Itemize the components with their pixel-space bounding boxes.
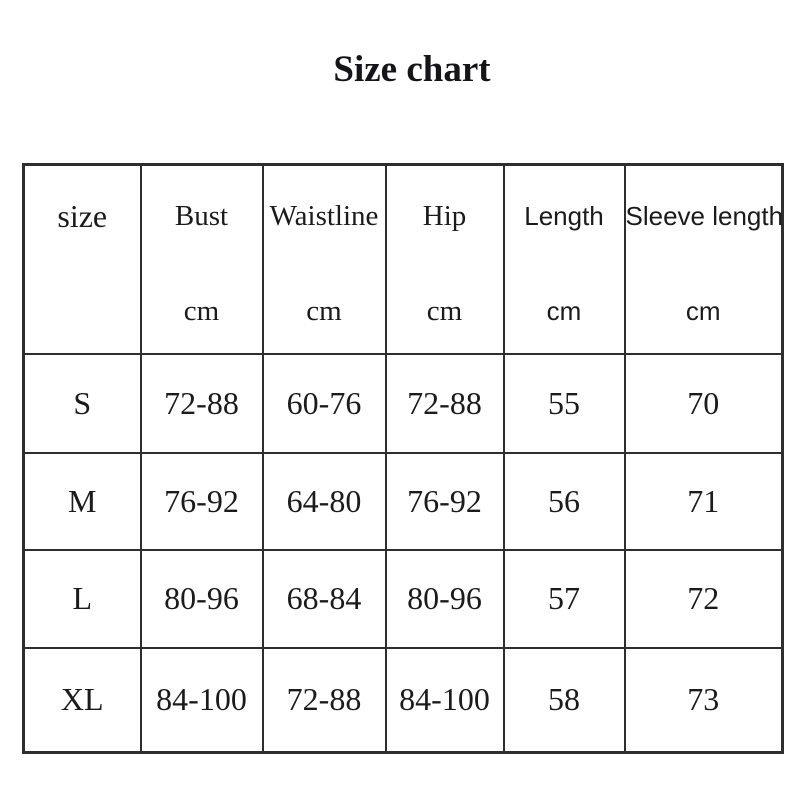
cell-size-xl: XL [24, 648, 141, 753]
cell-hip-m: 76-92 [386, 453, 504, 550]
cell-length-m: 56 [504, 453, 625, 550]
table-row-xl [24, 648, 783, 753]
cell-bust-m: 76-92 [141, 453, 263, 550]
column-header-length [504, 165, 625, 354]
table-row-l [24, 550, 783, 648]
cell-bust-l: 80-96 [141, 550, 263, 648]
cell-length-xl: 58 [504, 648, 625, 753]
column-header-bust [141, 165, 263, 354]
column-header-hip-label: Hip [422, 200, 467, 232]
cell-hip-xl: 84-100 [386, 648, 504, 753]
column-header-waistline-label: Waistline [269, 200, 379, 232]
column-header-sleeve-length-label: Sleeve length [625, 201, 784, 231]
cell-length-l: 57 [504, 550, 625, 648]
cell-waistline-s: 60-76 [263, 354, 386, 453]
cell-sleeve-length-xl: 73 [625, 648, 783, 753]
cell-length-s: 55 [504, 354, 625, 453]
column-header-waistline [263, 165, 386, 354]
cell-waistline-m: 64-80 [263, 453, 386, 550]
cell-hip-l: 80-96 [386, 550, 504, 648]
cell-waistline-l: 68-84 [263, 550, 386, 648]
page-title: Size chart [333, 49, 491, 90]
table-header-row [24, 165, 783, 354]
cell-size-s: S [24, 354, 141, 453]
cell-hip-s: 72-88 [386, 354, 504, 453]
cell-sleeve-length-s: 70 [625, 354, 783, 453]
column-header-bust-unit: cm [183, 295, 220, 327]
cell-sleeve-length-l: 72 [625, 550, 783, 648]
column-header-length-unit: cm [546, 296, 582, 326]
column-header-hip-unit: cm [426, 295, 463, 327]
cell-sleeve-length-m: 71 [625, 453, 783, 550]
column-header-sleeve-length-unit: cm [685, 296, 721, 326]
cell-size-l: L [24, 550, 141, 648]
column-header-bust-label: Bust [174, 200, 229, 232]
column-header-hip [386, 165, 504, 354]
cell-size-m: M [24, 453, 141, 550]
column-header-length-label: Length [524, 201, 604, 231]
table-row-m [24, 453, 783, 550]
cell-waistline-xl: 72-88 [263, 648, 386, 753]
column-header-size [24, 165, 141, 354]
table-row-s [24, 354, 783, 453]
cell-bust-s: 72-88 [141, 354, 263, 453]
cell-bust-xl: 84-100 [141, 648, 263, 753]
column-header-sleeve-length [625, 165, 783, 354]
column-header-waistline-unit: cm [306, 295, 342, 327]
column-header-size-label: size [57, 198, 108, 234]
size-chart-table [22, 163, 784, 754]
